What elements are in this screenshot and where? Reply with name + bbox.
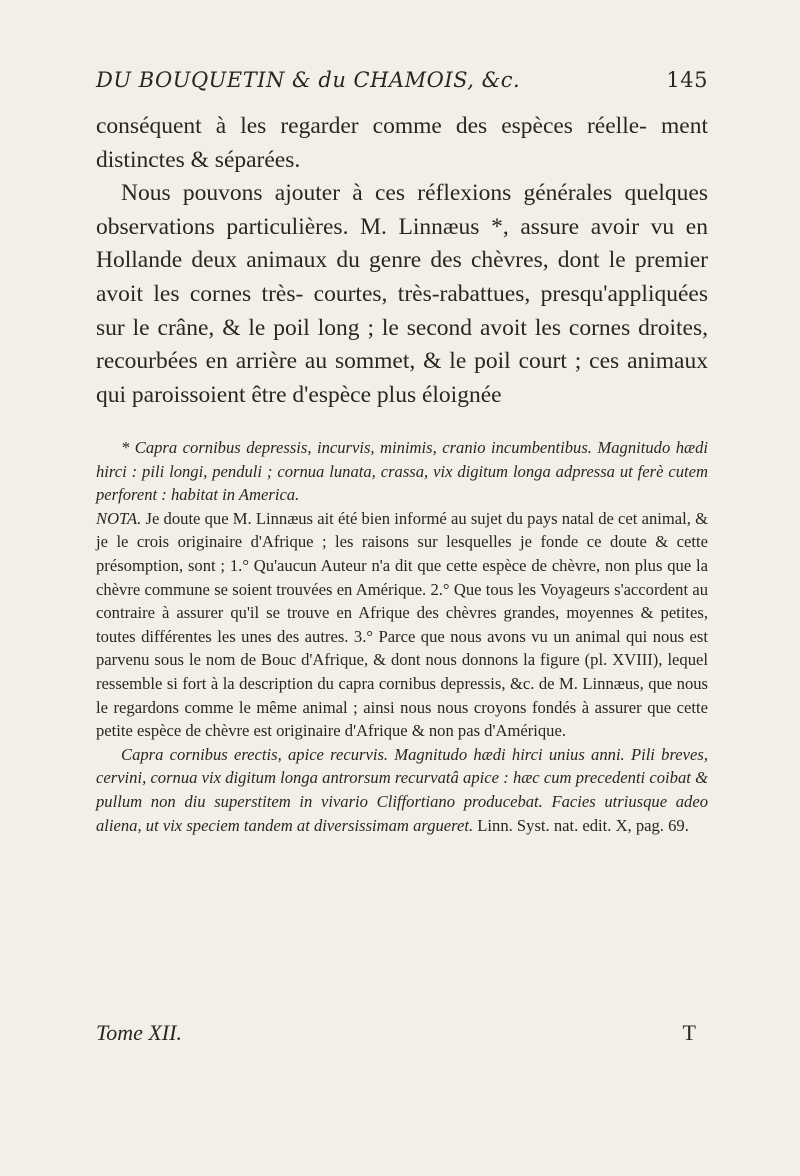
signature-mark: T [682,1020,696,1045]
main-text [96,110,708,412]
page-footer [96,1020,708,1046]
nota-paragraph [96,507,708,743]
footnote-2 [96,743,708,837]
footnote-2-reference: Linn. Syst. nat. edit. X, pag. 69. [473,815,689,835]
footnote-2-text: Capra cornibus erectis, apice recurvis. Magnitudo hædi hirci unius anni. Pili breves, cervini, cornua vix digitum longa antrorsum recurvatâ apice : hæc cum precedenti coibat & pullum non diu superstitem in vivario Cliffortiano producebat. Facies utriusque adeo aliena, ut vix speciem tandem at diversissimam argueret. [96,744,708,835]
footnotes [96,436,708,837]
volume-label: Tome XII. [96,1020,182,1045]
running-title: DU BOUQUETIN & du CHAMOIS, &c. [96,68,521,92]
page-number: 145 [666,68,708,92]
footnote-1: * Capra cornibus depressis, incurvis, minimis, cranio incumbentibus. Magnitudo hædi hirci : pili longi, penduli ; cornua lunata, crassa, vix digitum longa adpressa ut ferè cutem perforent : habitat in America. [96,438,708,505]
paragraph-2: Nous pouvons ajouter à ces réflexions générales quelques observations particulières. M. Linnæus *, assure avoir vu en Hollande deux animaux du genre des chèvres, dont le premier avoit les cornes très- courtes, très-rabattues, presqu'appliquées sur le crâne, & le poil long ; le second avoit les cornes droites, recourbées en arrière au sommet, & le poil court ; ces animaux qui paroissoient être d'espèce plus éloignée [96,180,708,408]
nota-label: NOTA. [96,508,142,528]
running-header [96,68,708,92]
paragraph-1: conséquent à les regarder comme des espèces réelle- ment distinctes & séparées. [96,113,708,173]
nota-text: Je doute que M. Linnæus ait été bien informé au sujet du pays natal de cet animal, & je le crois originaire d'Afrique ; les raisons sur lesquelles je fonde ce doute & cette présomption, sont ; 1.° Qu'aucun Auteur n'a dit que cette espèce de chèvre, non plus que la chèvre commune se soient trouvées en Amérique. 2.° Que tous les Voyageurs s'accordent au contraire à assurer qu'il se trouve en Afrique des chèvres grandes, moyennes & petites, toutes différentes les unes des autres. 3.° Parce que nous avons vu un animal qui nous est parvenu sous le nom de Bouc d'Afrique, & dont nous donnons la figure (pl. XVIII), lequel ressemble si fort à la description du capra cornibus depressis, &c. de M. Linnæus, que nous le regardons comme le même animal ; ainsi nous nous croyons fondés à assurer que cette petite espèce de chèvre est originaire d'Afrique & non pas d'Amérique. [96,508,708,741]
